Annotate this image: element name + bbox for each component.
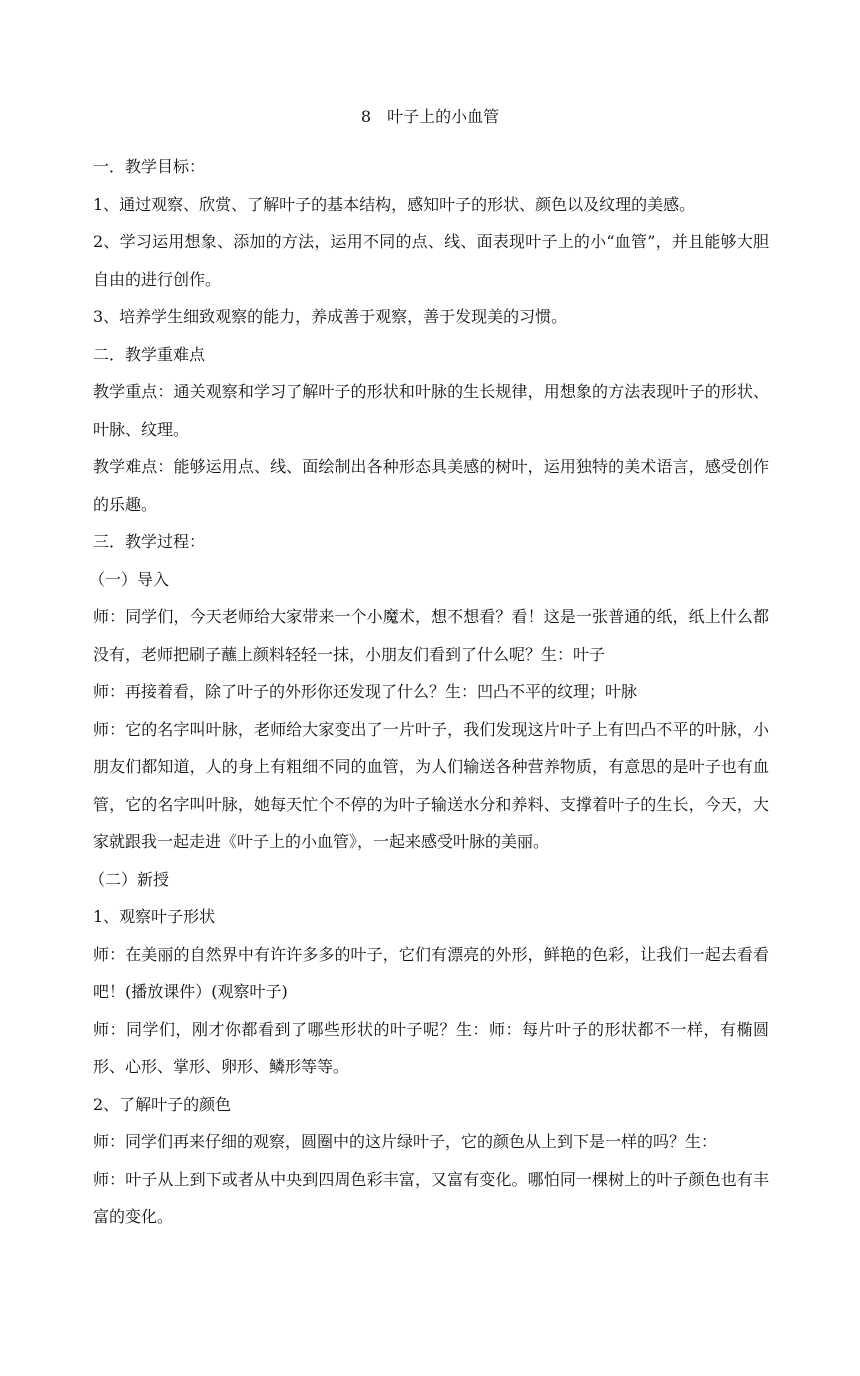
dialogue-paragraph: 师：同学们，刚才你都看到了哪些形状的叶子呢？生：师：每片叶子的形状都不一样，有椭圆形、心形、掌形、卵形、鳞形等等。 — [93, 1019, 769, 1076]
subsection-heading-new-lesson: （二）新授 — [89, 869, 170, 889]
objective-item-2: 2、学习运用想象、添加的方法，运用不同的点、线、面表现叶子上的小“血管”，并且能够大胆自由的进行创作。 — [93, 232, 769, 289]
step-heading-leaf-color: 2、了解叶子的颜色 — [93, 1094, 232, 1114]
objective-item-1: 1、通过观察、欣赏、了解叶子的基本结构，感知叶子的形状、颜色以及纹理的美感。 — [93, 194, 696, 214]
section-heading-key-points: 二．教学重难点 — [93, 344, 206, 364]
document-body — [89, 148, 769, 1236]
dialogue-paragraph: 师：同学们再来仔细的观察，圆圈中的这片绿叶子，它的颜色从上到下是一样的吗？生： — [93, 1132, 718, 1151]
key-point-paragraph: 教学重点：通关观察和学习了解叶子的形状和叶脉的生长规律，用想象的方法表现叶子的形状、叶脉、纹理。 — [93, 382, 769, 439]
difficult-point-paragraph: 教学难点：能够运用点、线、面绘制出各种形态具美感的树叶，运用独特的美术语言，感受创作的乐趣。 — [93, 457, 769, 514]
section-heading-process: 三．教学过程： — [93, 532, 206, 551]
objective-item-3: 3、培养学生细致观察的能力，养成善于观察，善于发现美的习惯。 — [93, 307, 568, 326]
step-heading-leaf-shape: 1、观察叶子形状 — [93, 907, 216, 926]
document-title: 8 叶子上的小血管 — [360, 107, 500, 126]
section-heading-objectives: 一．教学目标： — [93, 157, 206, 176]
subsection-heading-intro: （一）导入 — [89, 569, 170, 589]
dialogue-paragraph: 师：再接着看，除了叶子的外形你还发现了什么？生：凹凸不平的纹理；叶脉 — [93, 682, 638, 701]
dialogue-paragraph: 师：同学们，今天老师给大家带来一个小魔术，想不想看？看！这是一张普通的纸，纸上什么都没有，老师把刷子蘸上颜料轻轻一抹，小朋友们看到了什么呢？生：叶子 — [93, 607, 769, 664]
dialogue-paragraph: 师：叶子从上到下或者从中央到四周色彩丰富，又富有变化。哪怕同一棵树上的叶子颜色也有丰富的变化。 — [93, 1169, 769, 1226]
dialogue-paragraph: 师：它的名字叫叶脉，老师给大家变出了一片叶子，我们发现这片叶子上有凹凸不平的叶脉，小朋友们都知道，人的身上有粗细不同的血管，为人们输送各种营养物质，有意思的是叶子也有血管，它的名字叫叶脉，她每天忙个不停的为叶子输送水分和养料、支撑着叶子的生长，今天，大家就跟我一起走进《叶子上的小血管》，一起来感受叶脉的美丽。 — [93, 719, 769, 851]
dialogue-paragraph: 师：在美丽的自然界中有许许多多的叶子，它们有漂亮的外形，鲜艳的色彩，让我们一起去看看吧！(播放课件）(观察叶子) — [93, 944, 769, 1001]
